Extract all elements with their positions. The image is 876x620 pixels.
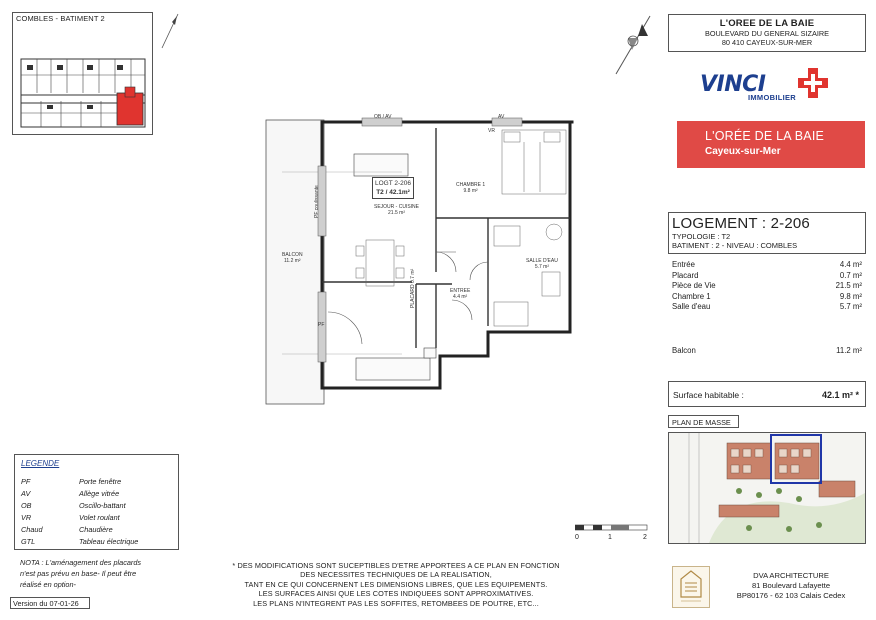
legend-meaning: Chaudière — [79, 525, 113, 534]
legend-meaning: Oscillo-battant — [79, 501, 126, 510]
room-chambre-label: CHAMBRE 1 — [456, 182, 486, 188]
architect-name: DVA ARCHITECTURE — [753, 571, 829, 580]
surface-value: 9.8 m² — [839, 291, 862, 301]
room-chambre — [456, 182, 485, 194]
room-placard-label: PLACARD — [410, 284, 416, 308]
disclaimer-line: TANT EN CE QUI CONCERNENT LES DIMENSIONS LIBRES, QUE LES EQUIPEMENTS. — [244, 579, 548, 589]
room-sejour — [374, 204, 419, 216]
surface-label: Pièce de Vie — [672, 281, 716, 290]
nota-line-1: NOTA : L'aménagement des placards — [20, 558, 142, 567]
key-plan-drawing — [17, 53, 151, 133]
surface-habitable-box — [668, 381, 866, 407]
legend-title: LEGENDE — [21, 459, 60, 468]
surface-value: 5.7 m² — [839, 302, 862, 311]
legend-item — [21, 489, 119, 498]
vinci-wordmark: VINCI — [700, 72, 766, 97]
room-sde — [526, 258, 558, 270]
room-placard-area: 0.7 m² — [410, 268, 416, 283]
balcon-value: 11.2 m² — [836, 345, 862, 355]
surfaces-table — [670, 260, 866, 356]
vinci-cross-icon — [796, 66, 830, 100]
nota-line-3: réalisé en option- — [20, 580, 76, 589]
surface-habitable-value: 42.1 m² * — [821, 390, 859, 400]
vinci-subtitle: IMMOBILIER — [748, 93, 796, 102]
room-placard — [410, 269, 416, 308]
logement-box — [668, 212, 866, 254]
scale-tick-0: 0 — [575, 534, 579, 541]
surface-value: 21.5 m² — [835, 281, 862, 290]
surface-row — [670, 260, 866, 271]
nota-line-2: n'est pas prévu en base- Il peut être — [20, 569, 137, 578]
room-sejour-label: SEJOUR - CUISINE — [374, 204, 420, 210]
logement-tag — [372, 177, 414, 199]
plan-pf-coulissante: PF coulissante — [314, 185, 320, 218]
legend — [14, 454, 179, 550]
legend-code: Chaud — [21, 525, 43, 534]
room-entree-area: 4.4 m² — [453, 294, 468, 300]
room-balcon — [282, 252, 303, 264]
project-address-2: 80 410 CAYEUX-SUR-MER — [721, 38, 813, 47]
project-name: L'OREE DE LA BAIE — [719, 18, 815, 29]
room-balcon-area: 11.2 m² — [283, 258, 301, 264]
surface-row — [670, 271, 866, 282]
legend-code: AV — [21, 489, 31, 498]
program-banner — [677, 121, 865, 168]
vinci-logo — [700, 66, 860, 104]
room-balcon-label: BALCON — [282, 252, 303, 258]
room-sejour-area: 21.5 m² — [388, 210, 405, 216]
architect-logo-icon — [673, 567, 709, 607]
plan-de-masse — [668, 432, 866, 544]
key-plan — [12, 12, 153, 135]
legend-item — [21, 513, 120, 522]
surface-label: Chambre 1 — [672, 291, 711, 301]
banner-city: Cayeux-sur-Mer — [705, 146, 781, 157]
logement-tag-id: LOGT 2-206 — [375, 180, 412, 187]
legend-code: OB — [21, 501, 32, 510]
legend-item — [21, 525, 113, 534]
disclaimer-line: DES NECESSITES TECHNIQUES DE LA REALISATION, — [300, 570, 492, 580]
legend-meaning: Porte fenêtre — [79, 477, 122, 486]
compass-rose-icon — [612, 14, 654, 76]
room-entree — [450, 288, 470, 300]
legend-meaning: Tableau électrique — [79, 537, 139, 546]
scale-tick-2: 2 — [643, 534, 647, 541]
surface-row — [670, 281, 866, 292]
legend-item — [21, 477, 121, 486]
balcon-label: Balcon — [672, 345, 696, 355]
architect-info — [716, 571, 866, 601]
legend-item — [21, 537, 138, 546]
surface-row — [670, 302, 866, 313]
surface-value: 0.7 m² — [839, 270, 862, 280]
nota — [20, 557, 180, 590]
key-plan-title: COMBLES - BATIMENT 2 — [16, 14, 105, 23]
logement-batiment: BATIMENT : 2 - NIVEAU : COMBLES — [672, 241, 798, 250]
project-address-1: BOULEVARD DU GENERAL SIZAIRE — [704, 29, 830, 38]
surface-label: Placard — [672, 270, 699, 280]
surface-label: Entrée — [672, 260, 695, 269]
architect-logo — [672, 566, 710, 608]
site-plan-drawing — [669, 433, 865, 543]
legend-code: PF — [21, 477, 31, 486]
legend-meaning: Volet roulant — [79, 513, 120, 522]
disclaimer-line: LES PLANS N'INTEGRENT PAS LES SOFFITES, RETOMBEES DE POUTRE, ETC... — [253, 598, 539, 608]
legend-code: VR — [21, 513, 32, 522]
surface-habitable-label: Surface habitable : — [673, 390, 744, 400]
surface-row — [670, 292, 866, 303]
plan-ob-av-label: OB / AV — [374, 114, 392, 120]
plan-vr-label: VR — [488, 128, 495, 134]
surface-value: 4.4 m² — [839, 260, 862, 269]
room-entree-label: ENTREE — [450, 288, 471, 294]
architect-address-2: BP80176 - 62 103 Calais Cedex — [736, 591, 846, 600]
north-arrow-icon — [158, 12, 182, 50]
room-chambre-area: 9.8 m² — [463, 188, 478, 194]
plan-pf-label: PF — [318, 322, 325, 328]
legend-item — [21, 501, 126, 510]
scale-bar — [575, 522, 655, 546]
room-sde-area: 5.7 m² — [534, 264, 549, 270]
architect-address-1: 81 Boulevard Lafayette — [751, 581, 831, 590]
plan-de-masse-label: PLAN DE MASSE — [668, 415, 739, 428]
banner-title: L'ORÉE DE LA BAIE — [705, 129, 825, 143]
scale-tick-1: 1 — [608, 534, 612, 541]
balcon-row — [670, 346, 866, 357]
logement-typologie: TYPOLOGIE : T2 — [672, 232, 731, 241]
project-header — [668, 14, 866, 52]
disclaimer — [228, 561, 564, 608]
legend-code: GTL — [21, 537, 36, 546]
plan-av-label: AV — [498, 114, 505, 120]
surface-label: Salle d'eau — [672, 302, 711, 311]
disclaimer-line: LES SURFACES AINSI QUE LES COTES INDIQUEES SONT APPROXIMATIVES. — [258, 589, 534, 599]
logement-tag-type: T2 / 42.1m² — [376, 189, 410, 196]
version-stamp: Version du 07-01-26 — [10, 597, 90, 609]
logement-title: LOGEMENT : 2-206 — [672, 215, 810, 232]
legend-meaning: Allège vitrée — [79, 489, 120, 498]
disclaimer-line: * DES MODIFICATIONS SONT SUCEPTIBLES D'ETRE APPORTEES A CE PLAN EN FONCTION — [232, 561, 560, 570]
room-sde-label: SALLE D'EAU — [526, 258, 558, 264]
